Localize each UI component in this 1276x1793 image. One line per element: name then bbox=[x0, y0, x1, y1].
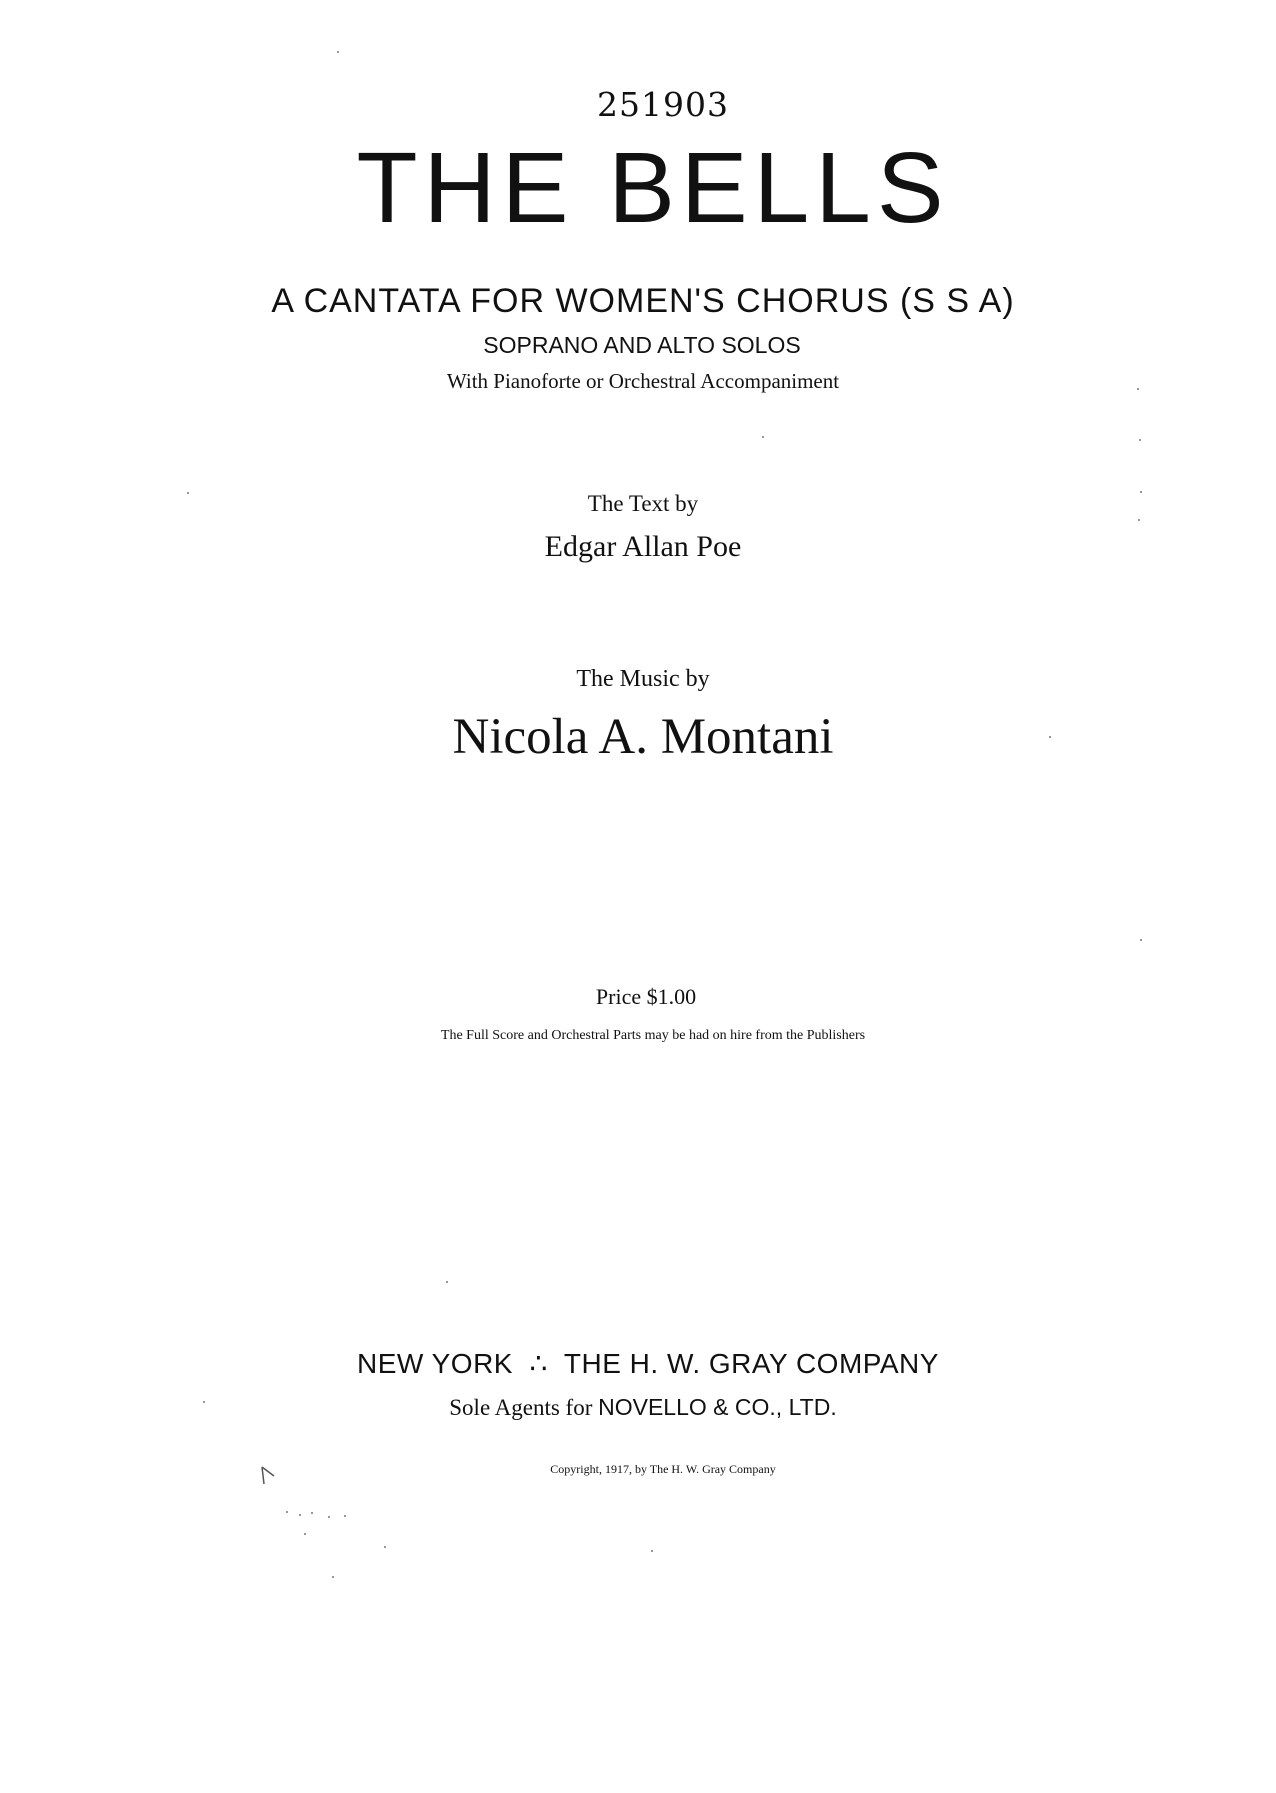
speck bbox=[384, 1546, 386, 1548]
speck bbox=[299, 1514, 301, 1516]
agents-line bbox=[5, 1396, 1276, 1419]
speck bbox=[286, 1511, 288, 1513]
speck bbox=[311, 1512, 313, 1514]
speck bbox=[337, 51, 339, 53]
speck bbox=[651, 1550, 653, 1552]
price: Price $1.00 bbox=[595, 984, 697, 1009]
speck bbox=[1140, 939, 1142, 941]
page-title: THE BELLS bbox=[356, 132, 950, 244]
solos-line: SOPRANO AND ALTO SOLOS bbox=[483, 332, 801, 358]
speck bbox=[1138, 519, 1140, 521]
rental-note: The Full Score and Orchestral Parts may be had on hire from the Publishers bbox=[440, 1028, 866, 1043]
text-credit-name: Edgar Allan Poe bbox=[544, 530, 742, 563]
music-credit-label: The Music by bbox=[576, 666, 710, 692]
speck bbox=[344, 1515, 346, 1517]
copyright-notice: Copyright, 1917, by The H. W. Gray Company bbox=[550, 1462, 776, 1476]
speck bbox=[762, 436, 764, 438]
speck bbox=[304, 1533, 306, 1535]
music-credit-name: Nicola A. Montani bbox=[452, 709, 834, 765]
speck bbox=[1139, 439, 1141, 441]
publisher-line: NEW YORK ∴ THE H. W. GRAY COMPANY bbox=[357, 1348, 939, 1379]
catalog-number: 251903 bbox=[597, 85, 729, 124]
subtitle: A CANTATA FOR WOMEN'S CHORUS (S S A) bbox=[271, 282, 1015, 320]
speck bbox=[446, 1281, 448, 1283]
speck bbox=[332, 1576, 334, 1578]
agents-prefix: Sole Agents for bbox=[449, 1395, 593, 1420]
agents-firm: NOVELLO & CO., LTD. bbox=[598, 1394, 837, 1420]
accompaniment-line: With Pianoforte or Orchestral Accompaniment bbox=[446, 369, 840, 393]
speck bbox=[328, 1516, 330, 1518]
text-credit-label: The Text by bbox=[587, 491, 699, 516]
